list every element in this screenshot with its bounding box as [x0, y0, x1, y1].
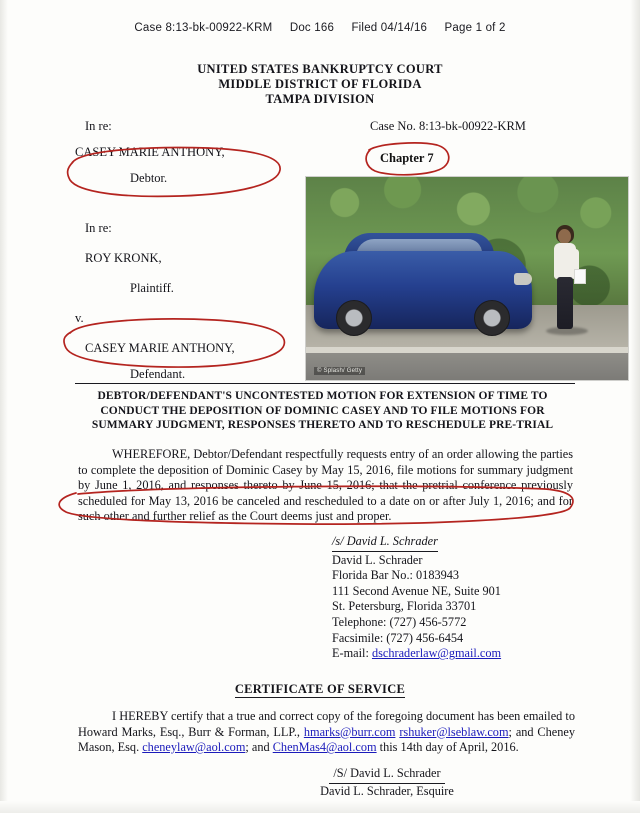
court-division: TAMPA DIVISION — [265, 92, 375, 106]
court-name: UNITED STATES BANKRUPTCY COURT — [197, 62, 443, 76]
certificate-signature-script: /S/ David L. Schrader — [329, 766, 444, 784]
photo-car-wheel-front — [474, 300, 510, 336]
cos-email-hmarks[interactable]: hmarks@burr.com — [303, 724, 396, 739]
motion-title-line-2: CONDUCT THE DEPOSITION OF DOMINIC CASEY AND TO FILE MOTIONS FOR — [100, 404, 545, 417]
signature-email-link[interactable]: dschraderlaw@gmail.com — [371, 646, 502, 661]
photo-car-headlight — [514, 273, 532, 285]
signature-telephone: Telephone: (727) 456-5772 — [332, 614, 467, 629]
signature-bar-number: Florida Bar No.: 0183943 — [332, 568, 460, 583]
court-heading — [0, 62, 640, 107]
cos-text-4: ; and — [245, 740, 273, 755]
certificate-of-service-heading: CERTIFICATE OF SERVICE — [234, 682, 406, 696]
in-re-label-1: In re: — [85, 119, 112, 133]
ecf-header-stamp — [0, 22, 640, 34]
cos-email-cheneylaw[interactable]: cheneylaw@aol.com — [142, 740, 246, 755]
motion-body-text: WHEREFORE, Debtor/Defendant respectfully requests entry of an order allowing the parties to complete the deposition of Dominic Casey by May 15, 2016, file motions for summary judgment by June 1, 2016, and responses thereto by June 15, 2016; that the pretrial conference previously scheduled for May 13, 2016 be canceled and rescheduled to a date on or after July 1, 2016; and for such other and further relief as the Court deems just and proper. — [78, 447, 573, 523]
certificate-of-service-paragraph — [78, 709, 575, 756]
plaintiff-role: Plaintiff. — [130, 281, 174, 295]
in-re-label-2: In re: — [85, 221, 112, 235]
versus-label: v. — [75, 311, 84, 325]
ecf-case-number: Case 8:13-bk-00922-KRM — [134, 22, 273, 34]
signature-script: /s/ David L. Schrader — [332, 534, 438, 552]
plaintiff-name: ROY KRONK, — [85, 251, 162, 265]
chapter-annotation-label: Chapter 7 — [380, 151, 434, 165]
cos-text-5: this 14th day of April, 2016. — [376, 740, 519, 755]
photo-person-legs — [557, 277, 573, 329]
cos-text-1: I HEREBY certify that a true and correct copy of the foregoing document has been emailed to Howard Marks, Esq., Burr & Forman, LLP., — [78, 709, 575, 739]
debtor-name: CASEY MARIE ANTHONY, — [75, 145, 225, 159]
motion-title — [70, 389, 575, 433]
certificate-signature-name: David L. Schrader, Esquire — [320, 783, 454, 798]
cos-text-3: ; and Cheney Mason, Esq. — [78, 724, 575, 755]
ecf-doc-number: Doc 166 — [289, 22, 335, 34]
certificate-signature-block — [287, 766, 487, 799]
court-district: MIDDLE DISTRICT OF FLORIDA — [218, 77, 422, 91]
scan-edge-bottom — [0, 801, 640, 813]
ecf-filed-date: Filed 04/14/16 — [351, 22, 428, 34]
overlay-photo — [305, 176, 629, 381]
signature-email-label: E-mail: — [332, 646, 372, 661]
photo-person-head — [558, 229, 571, 244]
caption-divider-rule — [75, 383, 575, 384]
photo-car-wheel-rear — [336, 300, 372, 336]
photo-credit: © Splash/ Getty — [314, 367, 365, 375]
signature-address-2: St. Petersburg, Florida 33701 — [332, 599, 477, 614]
defendant-name: CASEY MARIE ANTHONY, — [85, 341, 235, 355]
signature-block — [332, 534, 501, 662]
debtor-role: Debtor. — [130, 171, 168, 185]
motion-title-line-1: DEBTOR/DEFENDANT'S UNCONTESTED MOTION FOR EXTENSION OF TIME TO — [97, 390, 548, 402]
signature-facsimile: Facsimile: (727) 456-6454 — [332, 630, 464, 645]
case-number: Case No. 8:13-bk-00922-KRM — [370, 119, 526, 133]
motion-body-paragraph — [78, 447, 573, 525]
cos-email-chenmas4[interactable]: ChenMas4@aol.com — [272, 740, 377, 755]
signature-address-1: 111 Second Avenue NE, Suite 901 — [332, 583, 501, 598]
photo-person-papers — [574, 269, 586, 284]
signature-name: David L. Schrader — [332, 552, 423, 567]
defendant-role: Defendant. — [130, 367, 186, 381]
ecf-page-number: Page 1 of 2 — [444, 22, 506, 34]
cos-email-rshuker[interactable]: rshuker@lseblaw.com — [399, 724, 509, 739]
motion-title-line-3: SUMMARY JUDGMENT, RESPONSES THERETO AND TO RESCHEDULE PRE-TRIAL — [91, 419, 554, 431]
